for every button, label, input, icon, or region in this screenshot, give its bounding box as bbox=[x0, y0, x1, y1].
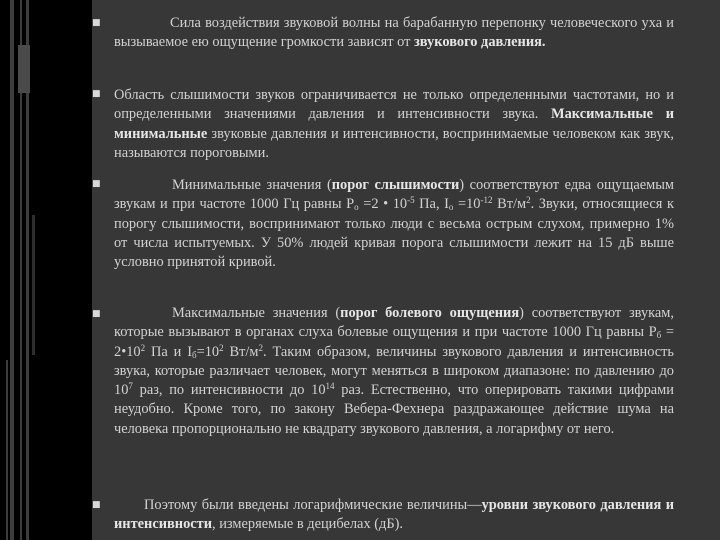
p2-text-a: Область слышимости звуков ограничивается не только определенными частотами, но и определенными значениями давления и интенсивности звука. bbox=[114, 87, 674, 123]
p1-text-a: Сила воздействия звуковой волны на барабанную перепонку человеческого уха и вызываемое ею ощущение громкости зависят от bbox=[114, 15, 674, 51]
p4-text-h: . Таким образом, величины звукового давления и интенсивность звука, которые различает человек, могут меняться в широком диапазоне: по давлению до 10 bbox=[114, 343, 674, 399]
p4-sup-2: 2 bbox=[219, 342, 224, 353]
p4-sup-4: 7 bbox=[128, 381, 133, 392]
p3-sub-o2: о bbox=[448, 202, 454, 213]
p4-text-a: Максимальные значения ( bbox=[172, 305, 341, 321]
p3-text-c: ) соответствуют едва ощущаемым звукам и при частоте 1000 Гц равны Р bbox=[114, 177, 674, 213]
p3-sup-1: -5 bbox=[407, 195, 415, 206]
p4-sub-b1: б bbox=[656, 330, 662, 341]
p4-text-j: раз. Естественно, что оперировать такими цифрами неудобно. Кроме того, по закону Вебера-Фехнера раздражающее действие шума на человека пропорционально не квадрату звукового давления, а логарифму от него. bbox=[114, 382, 674, 437]
p4-sub-b2: б bbox=[192, 349, 197, 360]
bullet-4: ■ bbox=[92, 309, 101, 319]
bullet-2: ■ bbox=[92, 89, 101, 99]
p4-text-i: раз, по интенсивности до 10 bbox=[132, 382, 326, 399]
p2-term-max-min: Максимальные и минимальные bbox=[114, 106, 674, 142]
p4-text-e: Па и I bbox=[145, 343, 193, 360]
paragraph-3 bbox=[114, 176, 674, 272]
paragraph-5 bbox=[114, 496, 674, 535]
p4-text-g: Вт/м bbox=[223, 343, 259, 360]
p3-text-d: =2 • 10 bbox=[358, 196, 408, 213]
p3-sup-2: -12 bbox=[480, 195, 493, 206]
p3-sup-3: 2 bbox=[526, 195, 531, 206]
bullet-5: ■ bbox=[92, 500, 101, 510]
p2-text-c: звуковые давления и интенсивности, воспринимаемые человеком как звук, называются пороговыми. bbox=[114, 125, 674, 161]
paragraph-4 bbox=[114, 304, 674, 439]
p4-sup-1: 2 bbox=[140, 342, 146, 353]
p4-sup-5: 14 bbox=[325, 381, 335, 392]
p1-text-c: . bbox=[541, 34, 546, 51]
p4-text-f: =10 bbox=[196, 343, 220, 360]
p4-sup-3: 2 bbox=[258, 342, 264, 353]
p5-text-c: , измеряемые в децибелах (дБ). bbox=[212, 516, 404, 533]
p3-text-h: . Звуки, относящиеся к порогу слышимости, воспринимают только люди с весьма острым слухом, примерно 1% от числа испытуемых. У 50% людей кривая порога слышимости лежит на 15 дБ выше условно принятой кривой. bbox=[114, 196, 674, 271]
p4-text-d: = 2•10 bbox=[114, 324, 674, 360]
p3-term-hearing-threshold: порог слышимости bbox=[331, 177, 460, 193]
bullet-1: ■ bbox=[92, 18, 101, 28]
p3-text-e: Па, I bbox=[414, 196, 449, 213]
paragraph-2 bbox=[114, 86, 674, 163]
p3-text-g: Вт/м bbox=[492, 196, 527, 213]
paragraph-1 bbox=[114, 14, 674, 53]
p5-text-a: Поэтому были введены логарифмические величины— bbox=[144, 497, 482, 513]
p4-term-pain-threshold: порог болевого ощущения bbox=[340, 305, 520, 321]
p3-text-f: =10 bbox=[453, 196, 481, 213]
p4-text-c: ) соответствуют звукам, которые вызывают в органах слуха болевые ощущения и при частоте 1000 Гц равны Р bbox=[114, 305, 675, 341]
p5-term-levels: уровни звукового давления и интенсивности bbox=[114, 497, 675, 533]
decorative-stripes bbox=[0, 0, 44, 540]
p1-term-sound-pressure: звукового давления bbox=[414, 34, 542, 51]
bullet-3: ■ bbox=[92, 179, 101, 189]
p3-sub-o1: о bbox=[354, 202, 359, 213]
p3-text-a: Минимальные значения ( bbox=[172, 177, 332, 193]
